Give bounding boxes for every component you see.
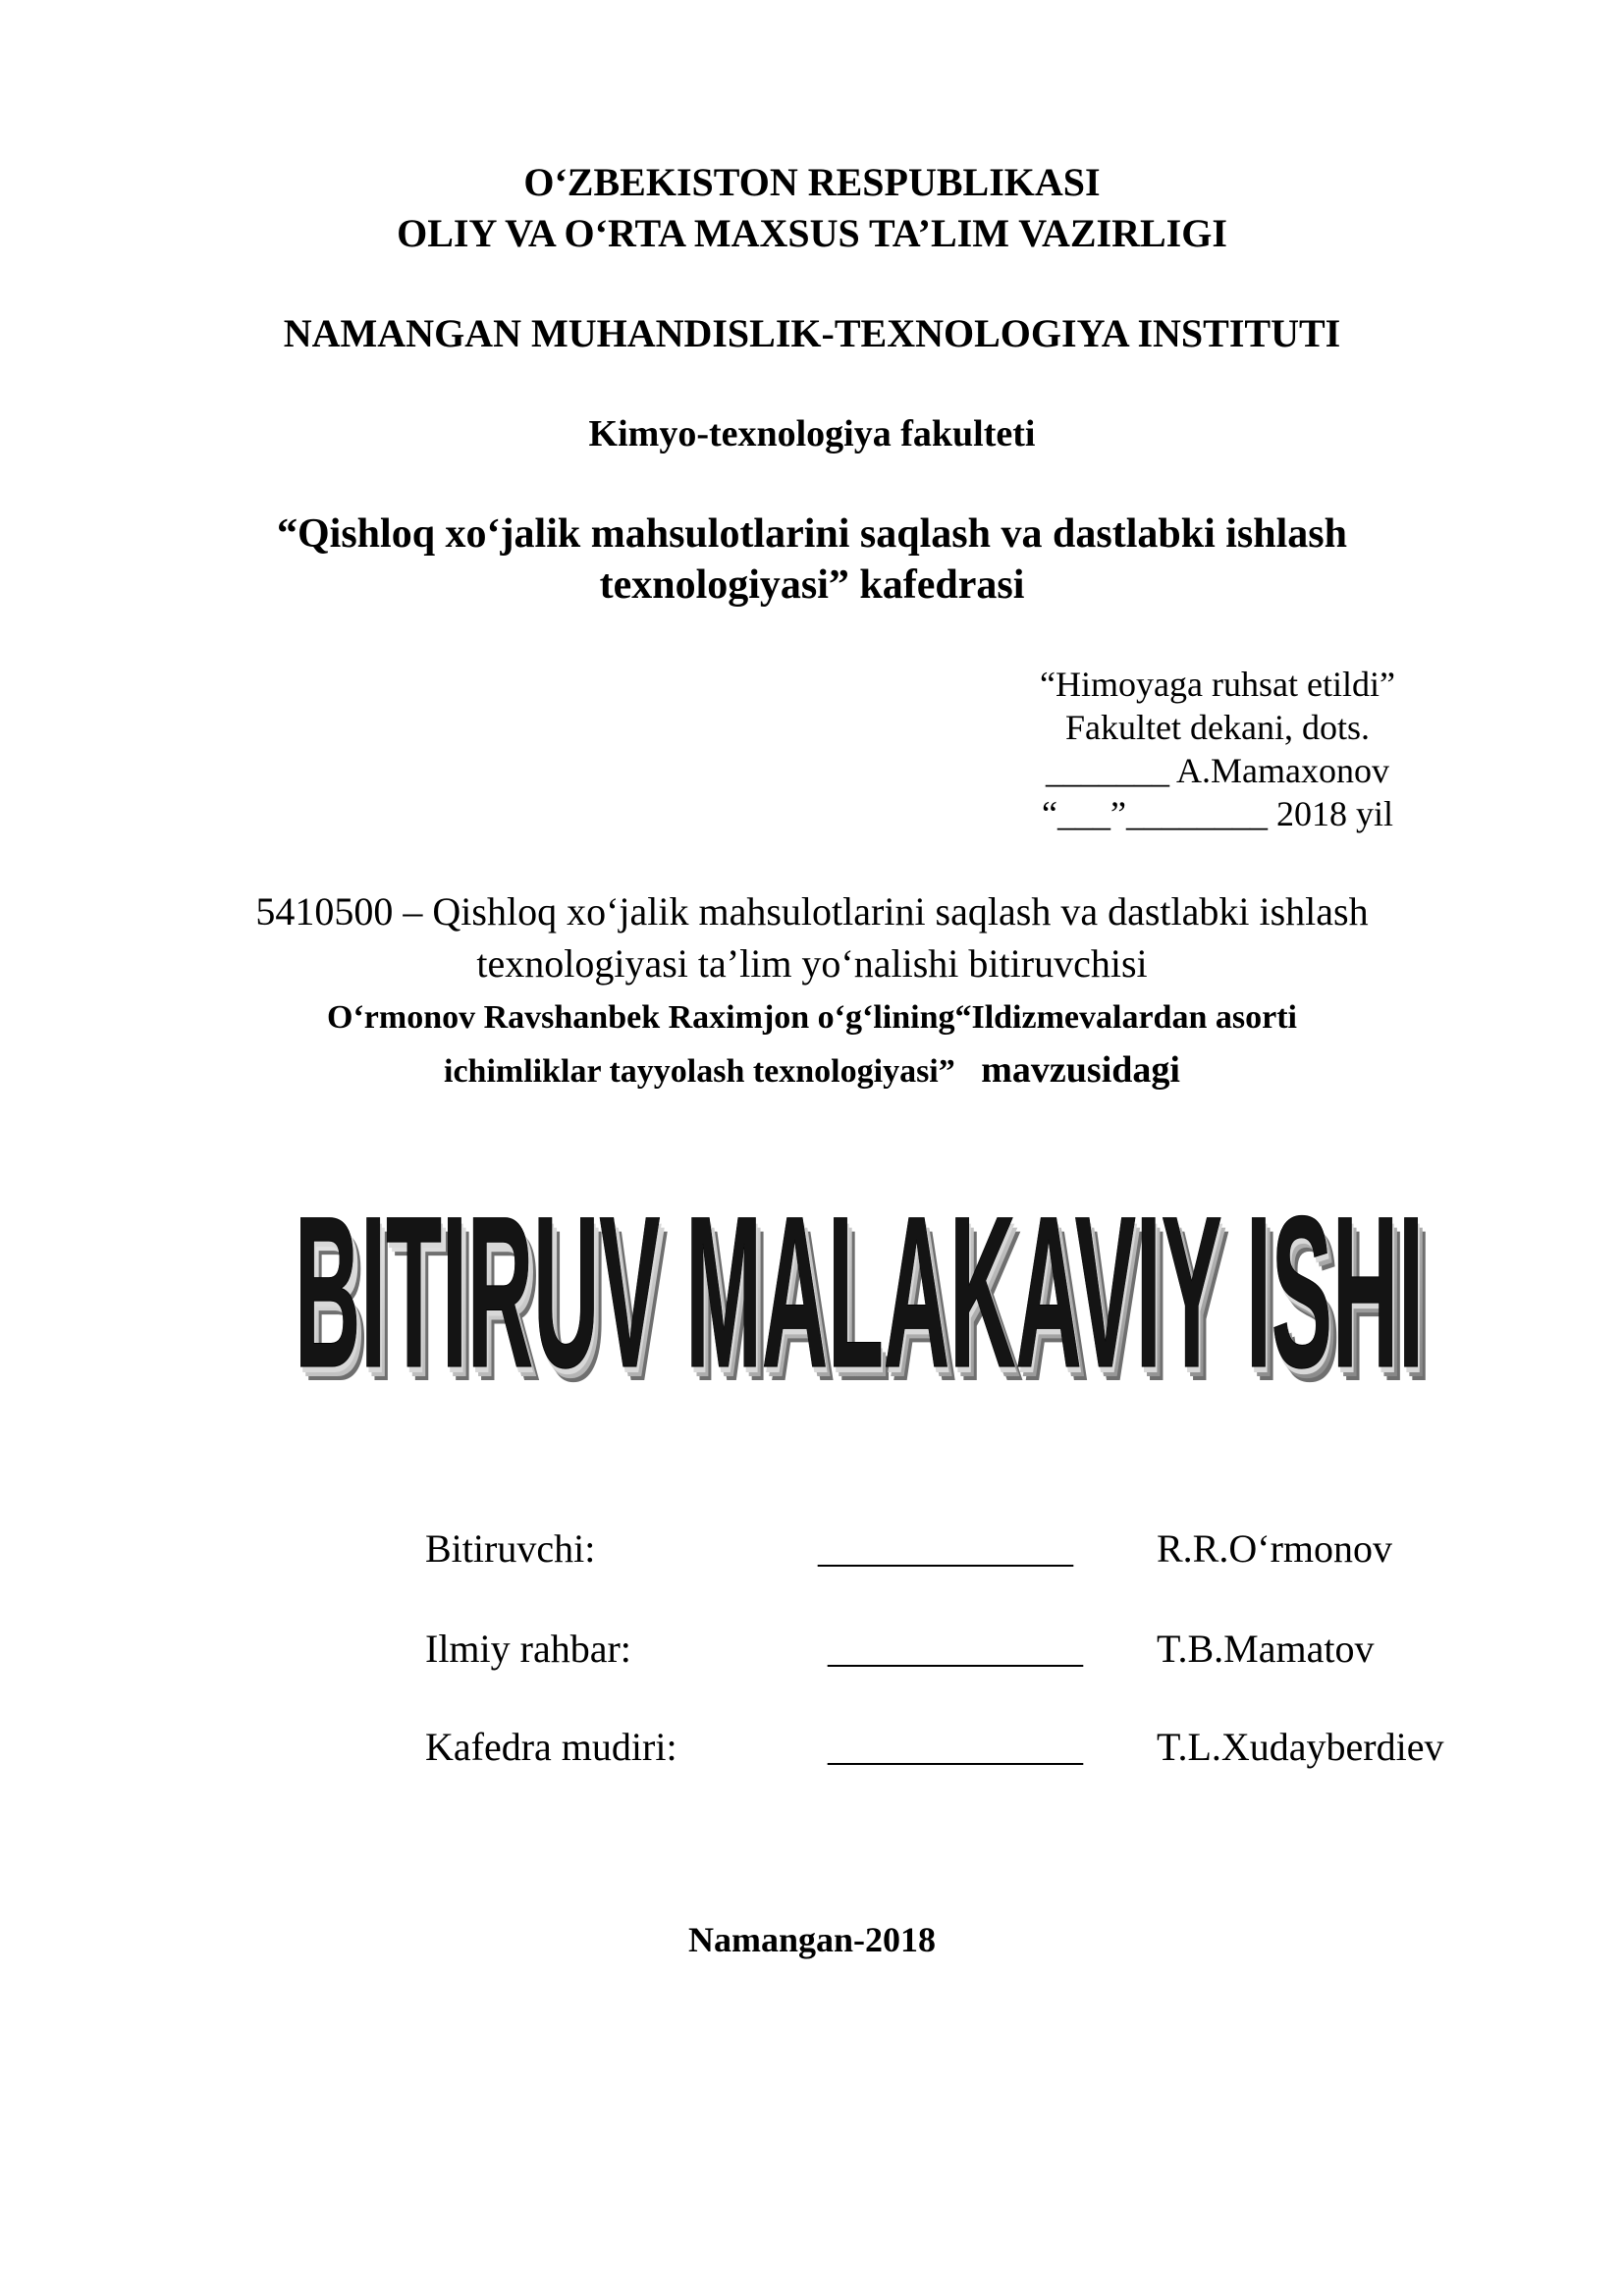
approval-date: “___”________ 2018 yil [1042,794,1393,833]
role-head: Kafedra mudiri: [425,1725,677,1769]
department-name-line1: “Qishloq xo‘jalik mahsulotlarini saqlash va dastlabki ishlash [276,511,1347,557]
signature-row-head [425,1724,1525,1773]
ministry-name: OLIY VA O‘RTA MAXSUS TA’LIM VAZIRLIGI [397,211,1227,255]
signature-line-head: _____________ [828,1725,1083,1769]
signature-line-graduate: _____________ [818,1526,1073,1571]
role-graduate: Bitiruvchi: [425,1526,596,1571]
signature-row-graduate [425,1525,1525,1575]
program-line1: 5410500 – Qishloq xo‘jalik mahsulotlarini saqlash va dastlabki ishlash [255,889,1369,934]
signature-line-supervisor: _____________ [828,1627,1083,1671]
topic-line2 [0,1048,1624,1092]
name-supervisor: T.B.Mamatov [1157,1627,1375,1671]
wordart-title [285,1148,1443,1404]
approval-signature: _______ A.Mamaxonov [1046,751,1389,790]
program-line2: texnologiyasi ta’lim yo‘nalishi bitiruvchisi [476,941,1148,986]
svg-text:BITIRUV MALAKAVIY ISHI: BITIRUV MALAKAVIY ISHI [295,1171,1424,1404]
wordart-title-graphic [285,1148,1443,1404]
institute-name: NAMANGAN MUHANDISLIK-TEXNOLOGIYA INSTITUTI [283,311,1341,355]
svg-text:BITIRUV MALAKAVIY ISHI: BITIRUV MALAKAVIY ISHI [297,1177,1426,1404]
topic-line1: O‘rmonov Ravshanbek Raximjon o‘g‘lining“Ildizmevalardan asorti [327,999,1297,1036]
svg-text:BITIRUV MALAKAVIY ISHI: BITIRUV MALAKAVIY ISHI [302,1185,1432,1404]
signature-row-supervisor [425,1626,1525,1675]
role-supervisor: Ilmiy rahbar: [425,1627,631,1671]
topic-title-end: ichimliklar tayyolash texnologiyasi” [444,1053,955,1090]
topic-suffix: mavzusidagi [981,1049,1180,1091]
place-year: Namangan-2018 [687,1920,937,1959]
approval-position: Fakultet dekani, dots. [1065,708,1370,747]
country-name: O‘ZBEKISTON RESPUBLIKASI [523,160,1101,204]
approval-title: “Himoyaga ruhsat etildi” [1040,665,1395,704]
name-head: T.L.Xudayberdiev [1157,1725,1444,1769]
svg-text:BITIRUV MALAKAVIY ISHI: BITIRUV MALAKAVIY ISHI [299,1181,1429,1404]
department-name-line2: texnologiyasi” kafedrasi [599,562,1025,608]
faculty-name: Kimyo-texnologiya fakulteti [588,413,1036,454]
name-graduate: R.R.O‘rmonov [1157,1526,1392,1571]
